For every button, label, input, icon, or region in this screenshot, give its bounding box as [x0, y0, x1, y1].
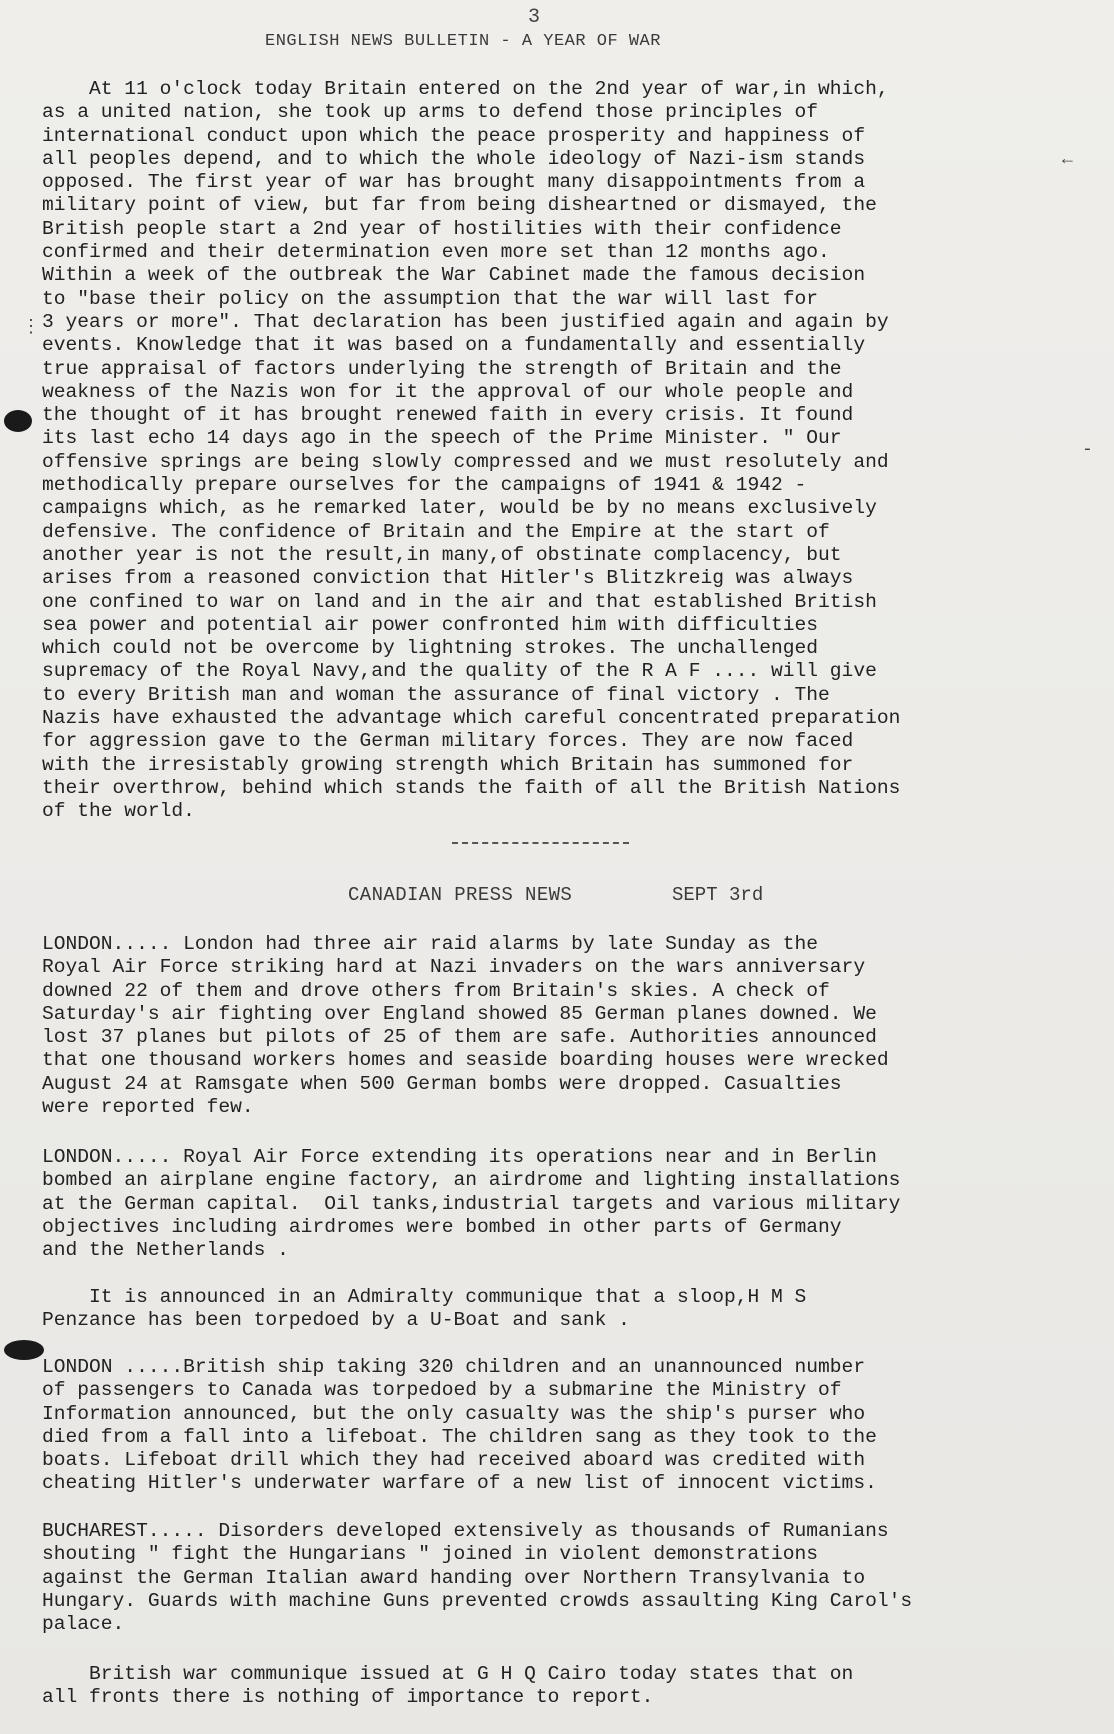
- news-line: died from a fall into a lifeboat. The children sang as they took to the: [42, 1425, 877, 1448]
- news-line: boats. Lifeboat drill which they had received aboard was credited with: [42, 1449, 866, 1472]
- news-line: BUCHAREST..... Disorders developed extensively as thousands of Rumanians: [42, 1520, 889, 1542]
- intro-line: to every British man and woman the assurance of final victory . The: [42, 683, 830, 706]
- news-line: bombed an airplane engine factory, an airdrome and lighting installations: [42, 1169, 901, 1192]
- news-line: shouting " fight the Hungarians " joined in violent demonstrations: [42, 1543, 819, 1566]
- intro-line: weakness of the Nazis won for it the approval of our whole people and: [42, 380, 854, 403]
- news-line: August 24 at Ramsgate when 500 German bombs were dropped. Casualties: [42, 1072, 842, 1095]
- intro-line: all peoples depend, and to which the whole ideology of Nazi-ism stands: [42, 147, 866, 170]
- ink-blot-left-lower: [4, 1340, 44, 1360]
- news-line: at the German capital. Oil tanks,industrial targets and various military: [42, 1192, 901, 1215]
- news-line: Hungary. Guards with machine Guns prevented crowds assaulting King Carol's: [42, 1589, 913, 1612]
- margin-mark-dots: ⋮: [22, 318, 40, 338]
- news-line: Information announced, but the only casualty was the ship's purser who: [42, 1402, 866, 1425]
- intro-line: methodically prepare ourselves for the campaigns of 1941 & 1942 -: [42, 474, 807, 497]
- intro-line: for aggression gave to the German military forces. They are now faced: [42, 730, 854, 753]
- news-line: British war communique issued at G H Q Cairo today states that on: [42, 1663, 854, 1685]
- news-line: were reported few.: [42, 1096, 254, 1119]
- intro-line: supremacy of the Royal Navy,and the quality of the R A F .... will give: [42, 660, 877, 683]
- intro-line: another year is not the result,in many,of obstinate complacency, but: [42, 543, 842, 566]
- intro-line: sea power and potential air power confronted him with difficulties: [42, 613, 819, 636]
- news-line: Royal Air Force striking hard at Nazi invaders on the wars anniversary: [42, 956, 866, 979]
- page-number: 3: [528, 6, 541, 29]
- news-line: LONDON .....British ship taking 320 children and an unannounced number: [42, 1356, 866, 1378]
- intro-line: confirmed and their determination even more set than 12 months ago.: [42, 241, 830, 264]
- news-line: downed 22 of them and drove others from Britain's skies. A check of: [42, 979, 830, 1002]
- news-line: Saturday's air fighting over England showed 85 German planes downed. We: [42, 1002, 877, 1025]
- intro-line: their overthrow, behind which stands the faith of all the British Nations: [42, 776, 901, 799]
- intro-line: as a united nation, she took up arms to defend those principles of: [42, 101, 819, 124]
- intro-line: its last echo 14 days ago in the speech of the Prime Minister. " Our: [42, 427, 842, 450]
- margin-mark-dash: ←: [1062, 150, 1073, 170]
- intro-line: events. Knowledge that it was based on a fundamentally and essentially: [42, 334, 866, 357]
- intro-line: Nazis have exhausted the advantage which careful concentrated preparation: [42, 707, 901, 730]
- news-item-bucharest-disorders: [42, 1520, 1072, 1636]
- intro-line: true appraisal of factors underlying the strength of Britain and the: [42, 357, 842, 380]
- intro-line: of the world.: [42, 800, 195, 823]
- intro-line: to "base their policy on the assumption that the war will last for: [42, 287, 819, 310]
- news-item-london-air-raids: [42, 933, 1072, 1119]
- intro-line: British people start a 2nd year of hostilities with their confidence: [42, 217, 842, 240]
- section-date: SEPT 3rd: [672, 884, 764, 906]
- ink-blot-left-upper: [4, 410, 32, 432]
- news-line: LONDON..... London had three air raid alarms by late Sunday as the: [42, 933, 819, 955]
- news-line: all fronts there is nothing of importance to report.: [42, 1686, 654, 1709]
- intro-line: Within a week of the outbreak the War Cabinet made the famous decision: [42, 264, 866, 287]
- intro-line: the thought of it has brought renewed faith in every crisis. It found: [42, 404, 854, 427]
- news-line: that one thousand workers homes and seaside boarding houses were wrecked: [42, 1049, 889, 1072]
- news-item-admiralty-communique: [42, 1286, 1072, 1333]
- news-line: objectives including airdromes were bombed in other parts of Germany: [42, 1215, 842, 1238]
- intro-line: one confined to war on land and in the air and that established British: [42, 590, 877, 613]
- intro-paragraph: [42, 78, 1072, 824]
- intro-line: defensive. The confidence of Britain and the Empire at the start of: [42, 520, 830, 543]
- bulletin-title: ENGLISH NEWS BULLETIN - A YEAR OF WAR: [265, 32, 661, 51]
- news-item-cairo-communique: [42, 1663, 1072, 1710]
- intro-line: arises from a reasoned conviction that Hitler's Blitzkreig was always: [42, 567, 854, 590]
- intro-line: international conduct upon which the peace prosperity and happiness of: [42, 124, 866, 147]
- intro-line: At 11 o'clock today Britain entered on the 2nd year of war,in which,: [42, 78, 889, 100]
- intro-line: which could not be overcome by lightning strokes. The unchallenged: [42, 637, 819, 660]
- news-line: lost 37 planes but pilots of 25 of them are safe. Authorities announced: [42, 1026, 877, 1049]
- intro-line: campaigns which, as he remarked later, would be by no means exclusively: [42, 497, 877, 520]
- intro-line: 3 years or more". That declaration has been justified again and again by: [42, 310, 889, 333]
- news-line: and the Netherlands .: [42, 1239, 289, 1262]
- news-line: of passengers to Canada was torpedoed by a submarine the Ministry of: [42, 1379, 842, 1402]
- news-line: cheating Hitler's underwater warfare of a new list of innocent victims.: [42, 1472, 877, 1495]
- intro-line: opposed. The first year of war has brought many disappointments from a: [42, 171, 866, 194]
- intro-line: offensive springs are being slowly compressed and we must resolutely and: [42, 450, 889, 473]
- intro-line: military point of view, but far from being disheartned or dismayed, the: [42, 194, 877, 217]
- news-line: LONDON..... Royal Air Force extending its operations near and in Berlin: [42, 1146, 877, 1168]
- news-line: It is announced in an Admiralty communique that a sloop,H M S: [42, 1286, 807, 1308]
- news-item-london-berlin-raid: [42, 1146, 1072, 1262]
- news-line: Penzance has been torpedoed by a U-Boat and sank .: [42, 1309, 630, 1332]
- section-title: CANADIAN PRESS NEWS: [348, 884, 573, 906]
- news-line: palace.: [42, 1613, 125, 1636]
- intro-line: with the irresistably growing strength which Britain has summoned for: [42, 753, 854, 776]
- margin-mark-dash-right: -: [1082, 440, 1093, 460]
- news-item-london-ship-torpedoed: [42, 1356, 1072, 1496]
- section-divider: [452, 842, 629, 844]
- news-line: against the German Italian award handing over Northern Transylvania to: [42, 1566, 866, 1589]
